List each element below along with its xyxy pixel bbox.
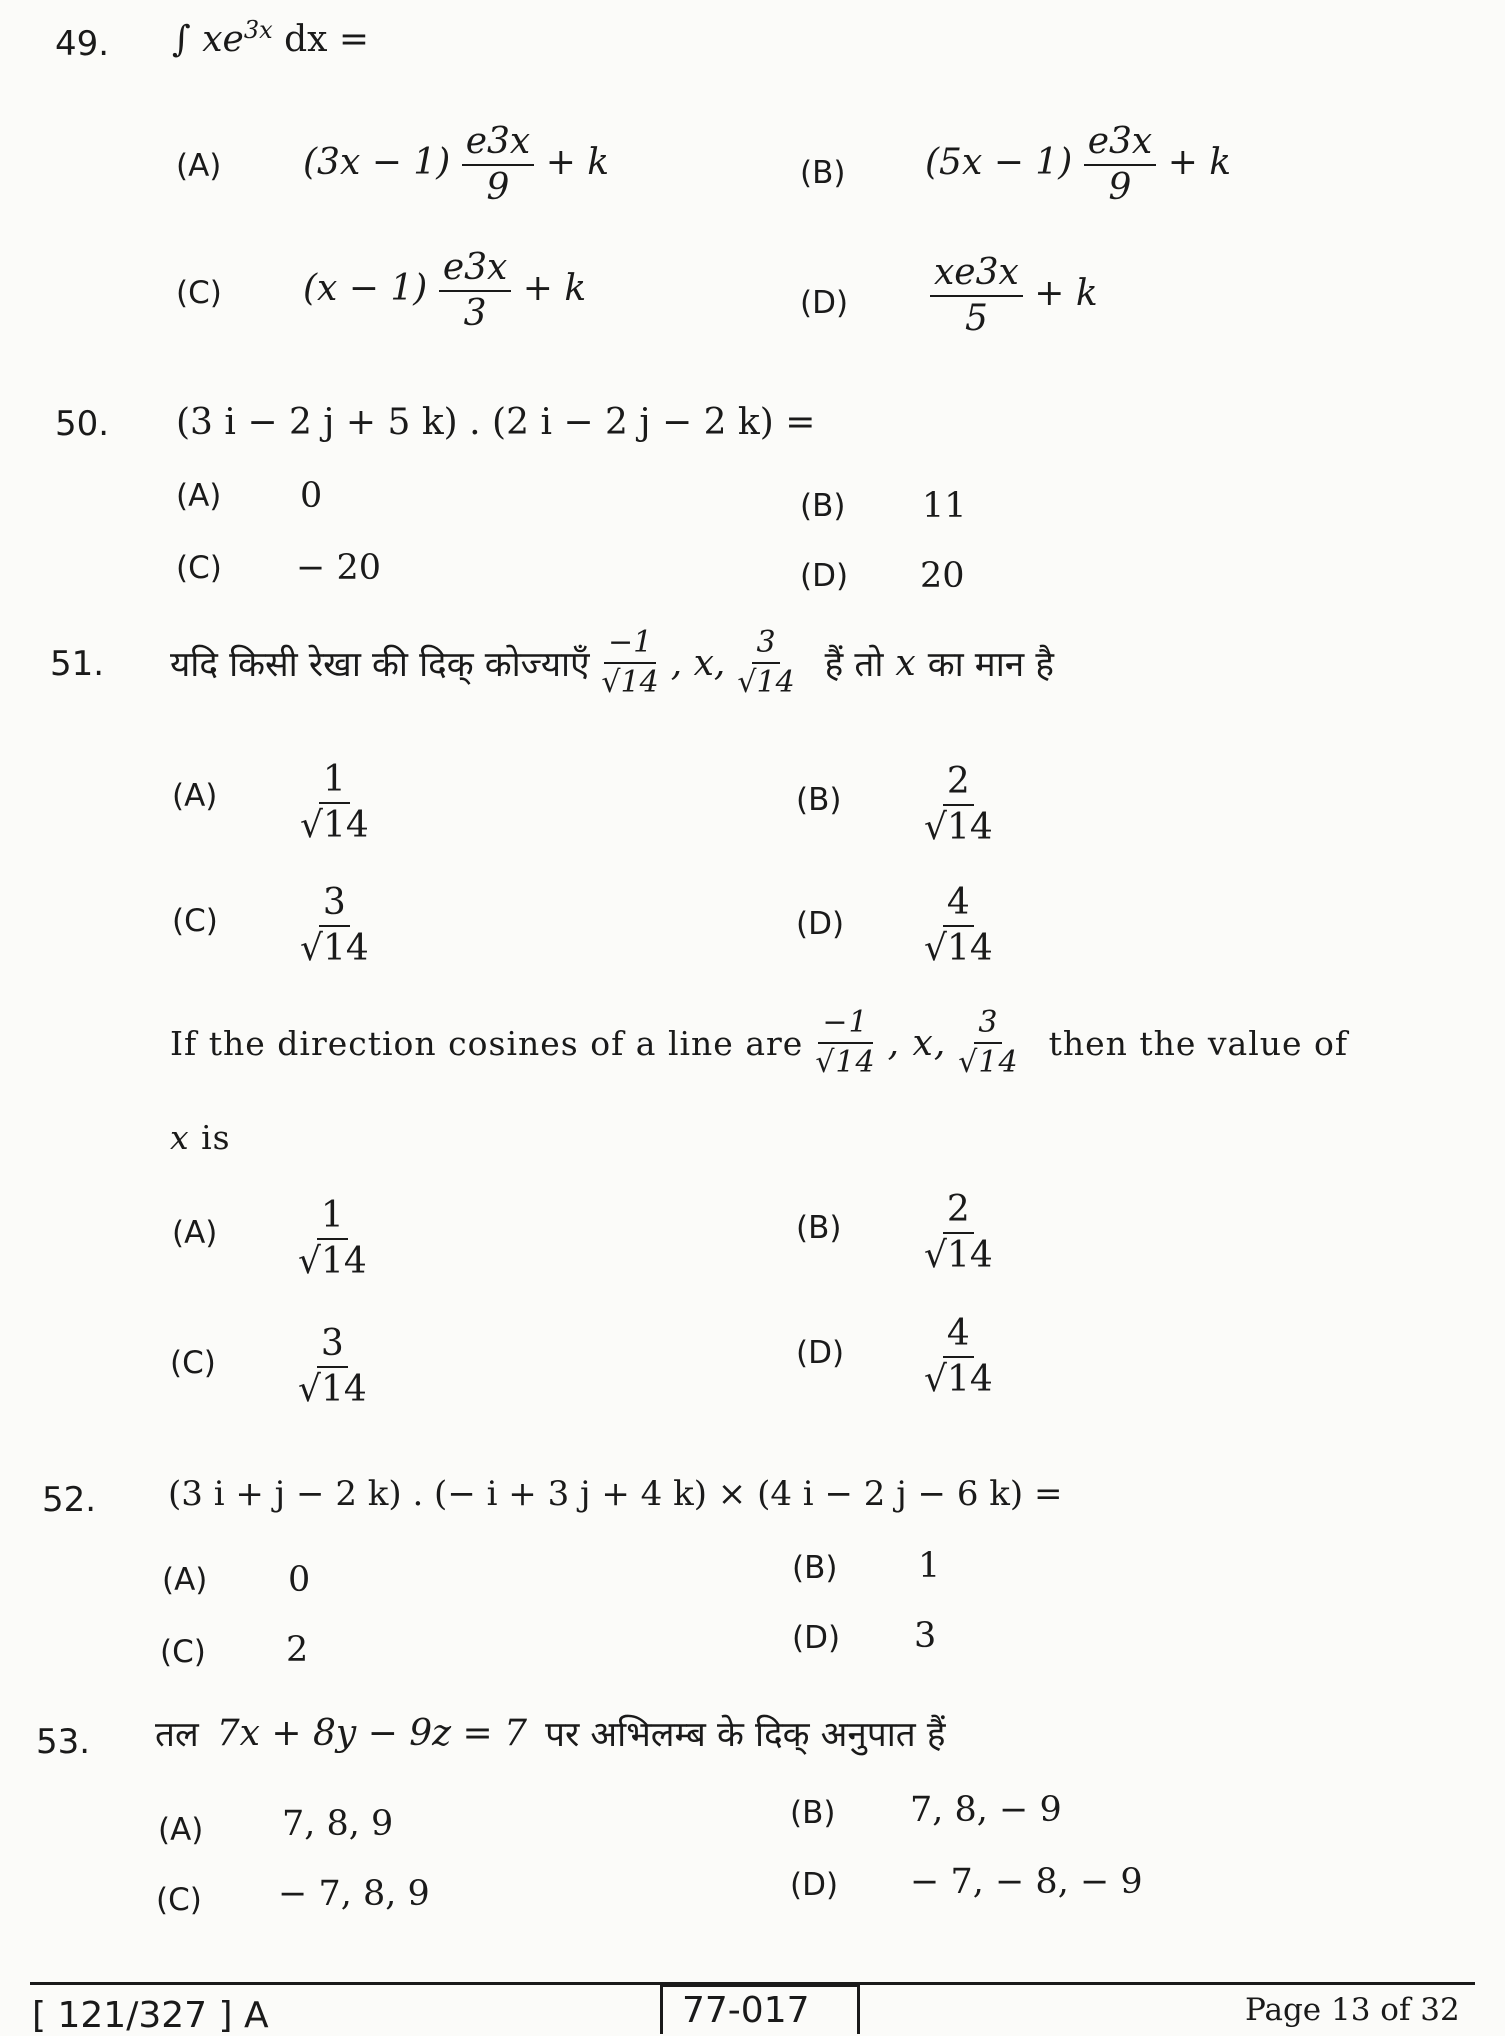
q49-a-den: 9 xyxy=(486,167,510,208)
q51-en-x: x xyxy=(912,1022,934,1064)
q51-hi-frac1-num: −1 xyxy=(604,628,656,664)
q51-hi-option-b xyxy=(924,761,993,848)
q49-c-fraction xyxy=(439,247,512,334)
q51-hi-b-frac xyxy=(924,761,993,848)
q51-hi-a-frac xyxy=(300,759,369,846)
q51-en-a-frac xyxy=(298,1195,367,1282)
q51-hi-option-b-label: (B) xyxy=(796,782,842,818)
question-51-number: 51. xyxy=(50,644,105,684)
q49-a-fraction xyxy=(462,121,535,208)
question-50-number: 50. xyxy=(55,404,110,444)
q50-option-b-label: (B) xyxy=(800,488,846,524)
question-50-stem: (3 i − 2 j + 5 k) . (2 i − 2 j − 2 k) = xyxy=(176,402,816,443)
q49-b-num: e3x xyxy=(1084,124,1157,166)
q49-c-num: e3x xyxy=(439,250,512,292)
q49-c-pre: (x − 1) xyxy=(303,268,428,309)
q49-d-post: + k xyxy=(1034,273,1098,314)
q49-option-d xyxy=(930,252,1098,339)
q49-option-c xyxy=(303,247,587,334)
q51-en-d-num: 4 xyxy=(943,1316,974,1358)
q51-en-option-a xyxy=(298,1195,367,1282)
q51-hi-b-den: √14 xyxy=(924,807,993,848)
q50-option-c-label: (C) xyxy=(176,550,222,586)
q53-option-b-value: 7, 8, − 9 xyxy=(910,1790,1062,1830)
q51-en-option-c-label: (C) xyxy=(170,1345,216,1381)
q49-d-num: xe3x xyxy=(930,255,1023,297)
q52-option-c-value: 2 xyxy=(286,1630,309,1670)
q51-hi-frac2 xyxy=(737,625,795,700)
q53-option-d-label: (D) xyxy=(790,1867,839,1903)
q49-option-a-label: (A) xyxy=(176,148,222,184)
q51-hi-c-frac xyxy=(300,882,369,969)
q49-option-b-label: (B) xyxy=(800,155,846,191)
q51-en-frac2-num: 3 xyxy=(974,1008,1002,1044)
q49-option-c-label: (C) xyxy=(176,275,222,311)
q51-hi-c-num: 3 xyxy=(319,885,350,927)
q51-en-text-2: then the value of xyxy=(1048,1023,1349,1063)
q51-hi-text-3: का मान है xyxy=(927,644,1054,685)
q51-en-option-b-label: (B) xyxy=(796,1210,842,1246)
q51-en-option-b xyxy=(924,1189,993,1276)
q51-hi-text-2: हैं तो xyxy=(824,644,884,685)
question-53-stem xyxy=(155,1710,945,1757)
footer-paper-code: [ 121/327 ] A xyxy=(32,1995,269,2036)
q51-en-frac1-den: √14 xyxy=(815,1045,876,1080)
q50-option-a-value: 0 xyxy=(300,476,323,516)
q52-option-b-value: 1 xyxy=(918,1546,941,1586)
q51-en-c-num: 3 xyxy=(317,1326,348,1368)
q49-stem-tail: dx = xyxy=(272,19,370,60)
q51-en-frac1-num: −1 xyxy=(818,1008,872,1044)
q53-option-c-value: − 7, 8, 9 xyxy=(278,1874,430,1914)
q51-hi-d-frac xyxy=(924,882,993,969)
q49-b-den: 9 xyxy=(1108,167,1132,208)
question-51-stem-hindi xyxy=(170,625,1054,700)
q51-en-c-den: √14 xyxy=(298,1369,367,1410)
q51-hi-frac2-den: √14 xyxy=(737,665,795,700)
q51-en-x-sep: , x, xyxy=(887,1022,947,1064)
q51-hi-x-sep: , x, xyxy=(670,642,726,684)
q53-equation: 7x + 8y − 9z = 7 xyxy=(216,1713,528,1754)
q51-hi-x: x xyxy=(693,642,714,684)
q51-en-d-frac xyxy=(924,1313,993,1400)
q51-en-b-den: √14 xyxy=(924,1235,993,1276)
q51-en-x2: x xyxy=(170,1118,190,1157)
q51-hi-b-num: 2 xyxy=(943,764,974,806)
q51-hi-x2: x xyxy=(895,642,916,684)
q51-en-c-frac xyxy=(298,1323,367,1410)
q51-hi-a-num: 1 xyxy=(319,762,350,804)
q51-hi-option-a-label: (A) xyxy=(172,778,218,814)
q51-en-option-d xyxy=(924,1313,993,1400)
q49-stem-text: ∫ xe xyxy=(172,19,244,60)
q51-hi-frac2-num: 3 xyxy=(752,628,779,664)
q52-option-d-label: (D) xyxy=(792,1620,841,1656)
q53-hi-text-1: तल xyxy=(155,1715,199,1755)
q51-en-option-d-label: (D) xyxy=(796,1335,845,1371)
q51-hi-d-den: √14 xyxy=(924,928,993,969)
q51-en-frac2 xyxy=(958,1005,1019,1080)
q51-hi-c-den: √14 xyxy=(300,928,369,969)
q51-hi-text-1: यदि किसी रेखा की दिक् कोज्याएँ xyxy=(170,644,590,685)
question-53-number: 53. xyxy=(36,1722,91,1762)
q50-option-c-value: − 20 xyxy=(296,548,381,588)
q52-option-d-value: 3 xyxy=(914,1616,937,1656)
q49-a-num: e3x xyxy=(462,124,535,166)
q49-a-post: + k xyxy=(545,142,610,183)
footer-booklet-code: 77-017 xyxy=(682,1990,810,2031)
q52-option-a-value: 0 xyxy=(288,1560,311,1600)
question-52-number: 52. xyxy=(42,1480,97,1520)
q49-option-d-label: (D) xyxy=(800,285,849,321)
question-49-number: 49. xyxy=(55,24,110,64)
q50-option-a-label: (A) xyxy=(176,478,222,514)
q49-d-fraction xyxy=(930,252,1023,339)
q49-d-den: 5 xyxy=(964,298,988,339)
q51-en-a-den: √14 xyxy=(298,1241,367,1282)
question-52-stem: (3 i + j − 2 k) . (− i + 3 j + 4 k) × (4 i − 2 j − 6 k) = xyxy=(168,1474,1063,1514)
q53-option-a-label: (A) xyxy=(158,1812,204,1848)
q51-en-b-frac xyxy=(924,1189,993,1276)
q53-option-a-value: 7, 8, 9 xyxy=(282,1804,394,1844)
q51-hi-option-a xyxy=(300,759,369,846)
q53-option-c-label: (C) xyxy=(156,1882,202,1918)
q51-en-a-num: 1 xyxy=(317,1198,348,1240)
q52-option-a-label: (A) xyxy=(162,1562,208,1598)
q51-en-option-a-label: (A) xyxy=(172,1215,218,1251)
q53-option-d-value: − 7, − 8, − 9 xyxy=(910,1862,1143,1902)
q51-hi-option-d-label: (D) xyxy=(796,906,845,942)
q51-en-d-den: √14 xyxy=(924,1359,993,1400)
question-49-stem xyxy=(172,16,369,60)
q52-option-c-label: (C) xyxy=(160,1634,206,1670)
q51-hi-frac1-den: √14 xyxy=(601,665,659,700)
q51-hi-option-c-label: (C) xyxy=(172,903,218,939)
q51-hi-a-den: √14 xyxy=(300,805,369,846)
q49-b-fraction xyxy=(1084,121,1157,208)
q49-stem-sup: 3x xyxy=(243,16,273,44)
q50-option-d-label: (D) xyxy=(800,558,849,594)
q51-hi-d-num: 4 xyxy=(943,885,974,927)
q49-option-a xyxy=(303,121,610,208)
q51-en-text-1: If the direction cosines of a line are xyxy=(170,1023,804,1063)
q53-option-b-label: (B) xyxy=(790,1795,836,1831)
q51-en-frac2-den: √14 xyxy=(958,1045,1019,1080)
q53-hi-text-2: पर अभिलम्ब के दिक् अनुपात हैं xyxy=(545,1715,946,1755)
q51-hi-option-c xyxy=(300,882,369,969)
q51-en-text-3: is xyxy=(201,1118,231,1157)
q51-en-b-num: 2 xyxy=(943,1192,974,1234)
question-51-stem-english-line2 xyxy=(170,1118,231,1157)
q49-b-pre: (5x − 1) xyxy=(925,142,1073,183)
q49-c-post: + k xyxy=(522,268,587,309)
q49-b-post: + k xyxy=(1167,142,1232,183)
q51-en-frac1 xyxy=(815,1005,876,1080)
q49-option-b xyxy=(925,121,1232,208)
q50-option-b-value: 11 xyxy=(922,486,967,526)
q51-en-option-c xyxy=(298,1323,367,1410)
question-51-stem-english xyxy=(170,1005,1349,1080)
q51-hi-frac1 xyxy=(601,625,659,700)
q51-hi-option-d xyxy=(924,882,993,969)
footer-page-number: Page 13 of 32 xyxy=(1245,1992,1460,2028)
q50-option-d-value: 20 xyxy=(920,556,965,596)
q52-option-b-label: (B) xyxy=(792,1550,838,1586)
q49-c-den: 3 xyxy=(463,293,487,334)
q49-a-pre: (3x − 1) xyxy=(303,142,451,183)
